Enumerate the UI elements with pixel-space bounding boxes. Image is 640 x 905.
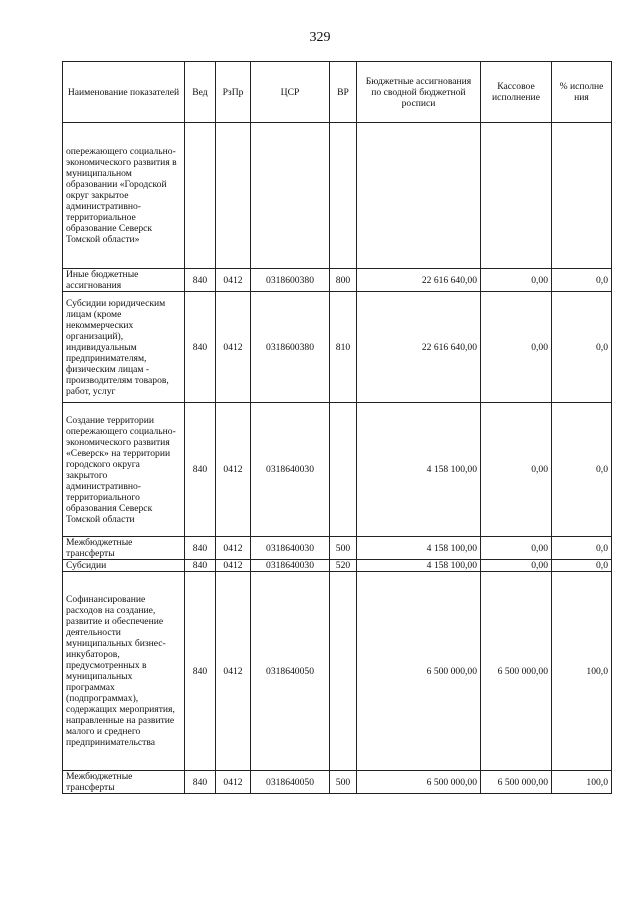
row-ved	[185, 123, 216, 269]
row-cash: 0,00	[481, 292, 552, 403]
row-csr: 0318640030	[251, 403, 330, 537]
row-cash: 0,00	[481, 560, 552, 572]
row-budget: 6 500 000,00	[357, 572, 481, 771]
row-cash: 0,00	[481, 269, 552, 292]
header-vr: ВР	[330, 62, 357, 123]
row-percent: 100,0	[552, 771, 612, 794]
row-ved: 840	[185, 572, 216, 771]
row-ved: 840	[185, 403, 216, 537]
row-budget	[357, 123, 481, 269]
table-row	[63, 560, 612, 572]
row-rzpr: 0412	[216, 537, 251, 560]
row-vr: 810	[330, 292, 357, 403]
row-csr: 0318640050	[251, 572, 330, 771]
row-name: Субсидии юридическим лицам (кроме некоммерческих организаций), индивидуальным предпринимателям, физическим лицам - производителям товаров, работ, услуг	[63, 292, 185, 403]
row-name: опережающего социально-экономического развития в муниципальном образовании «Городской округ закрытое административно-территориальное образование Северск Томской области»	[63, 123, 185, 269]
row-cash: 0,00	[481, 537, 552, 560]
row-csr: 0318600380	[251, 292, 330, 403]
table-row	[63, 123, 612, 269]
table-header-row	[63, 62, 612, 123]
row-cash: 6 500 000,00	[481, 771, 552, 794]
row-cash: 6 500 000,00	[481, 572, 552, 771]
row-vr	[330, 403, 357, 537]
row-percent: 0,0	[552, 560, 612, 572]
header-budget: Бюджетные ассигнования по сводной бюджетной росписи	[357, 62, 481, 123]
row-name: Софинансирование расходов на создание, развитие и обеспечение деятельности муниципальных бизнес-инкубаторов, предусмотренных в муниципальных программах (подпрограммах), содержащих мероприятия, направленные на развитие малого и среднего предпринимательства	[63, 572, 185, 771]
row-csr: 0318600380	[251, 269, 330, 292]
row-rzpr: 0412	[216, 269, 251, 292]
row-budget: 22 616 640,00	[357, 269, 481, 292]
row-rzpr: 0412	[216, 292, 251, 403]
row-budget: 22 616 640,00	[357, 292, 481, 403]
header-ved: Вед	[185, 62, 216, 123]
row-percent: 0,0	[552, 403, 612, 537]
row-vr: 800	[330, 269, 357, 292]
row-csr: 0318640030	[251, 537, 330, 560]
row-name: Создание территории опережающего социально-экономического развития «Северск» на территории городского округа закрытого административно-территориального образования Северск Томской области	[63, 403, 185, 537]
row-budget: 4 158 100,00	[357, 537, 481, 560]
row-cash: 0,00	[481, 403, 552, 537]
row-name: Межбюджетные трансферты	[63, 537, 185, 560]
row-percent: 0,0	[552, 537, 612, 560]
row-percent: 0,0	[552, 269, 612, 292]
row-csr: 0318640030	[251, 560, 330, 572]
row-rzpr	[216, 123, 251, 269]
row-budget: 4 158 100,00	[357, 403, 481, 537]
row-csr: 0318640050	[251, 771, 330, 794]
row-ved: 840	[185, 292, 216, 403]
row-rzpr: 0412	[216, 771, 251, 794]
row-rzpr: 0412	[216, 403, 251, 537]
row-percent: 0,0	[552, 292, 612, 403]
row-percent: 100,0	[552, 572, 612, 771]
row-ved: 840	[185, 537, 216, 560]
table-row	[63, 537, 612, 560]
header-percent: % исполне ния	[552, 62, 612, 123]
header-name: Наименование показателей	[63, 62, 185, 123]
header-rzpr: РзПр	[216, 62, 251, 123]
row-rzpr: 0412	[216, 572, 251, 771]
table-row	[63, 572, 612, 771]
row-ved: 840	[185, 771, 216, 794]
row-budget: 4 158 100,00	[357, 560, 481, 572]
row-vr	[330, 123, 357, 269]
table-row	[63, 269, 612, 292]
row-percent	[552, 123, 612, 269]
table-row	[63, 771, 612, 794]
row-vr: 500	[330, 537, 357, 560]
row-rzpr: 0412	[216, 560, 251, 572]
page-number: 329	[309, 30, 331, 45]
header-csr: ЦСР	[251, 62, 330, 123]
budget-execution-table	[62, 61, 612, 794]
row-cash	[481, 123, 552, 269]
table-row	[63, 292, 612, 403]
row-ved: 840	[185, 560, 216, 572]
row-name: Межбюджетные трансферты	[63, 771, 185, 794]
table-row	[63, 403, 612, 537]
row-ved: 840	[185, 269, 216, 292]
row-vr: 520	[330, 560, 357, 572]
row-name: Иные бюджетные ассигнования	[63, 269, 185, 292]
row-vr	[330, 572, 357, 771]
row-budget: 6 500 000,00	[357, 771, 481, 794]
row-name: Субсидии	[63, 560, 185, 572]
row-vr: 500	[330, 771, 357, 794]
row-csr	[251, 123, 330, 269]
header-cash: Кассовое исполнение	[481, 62, 552, 123]
